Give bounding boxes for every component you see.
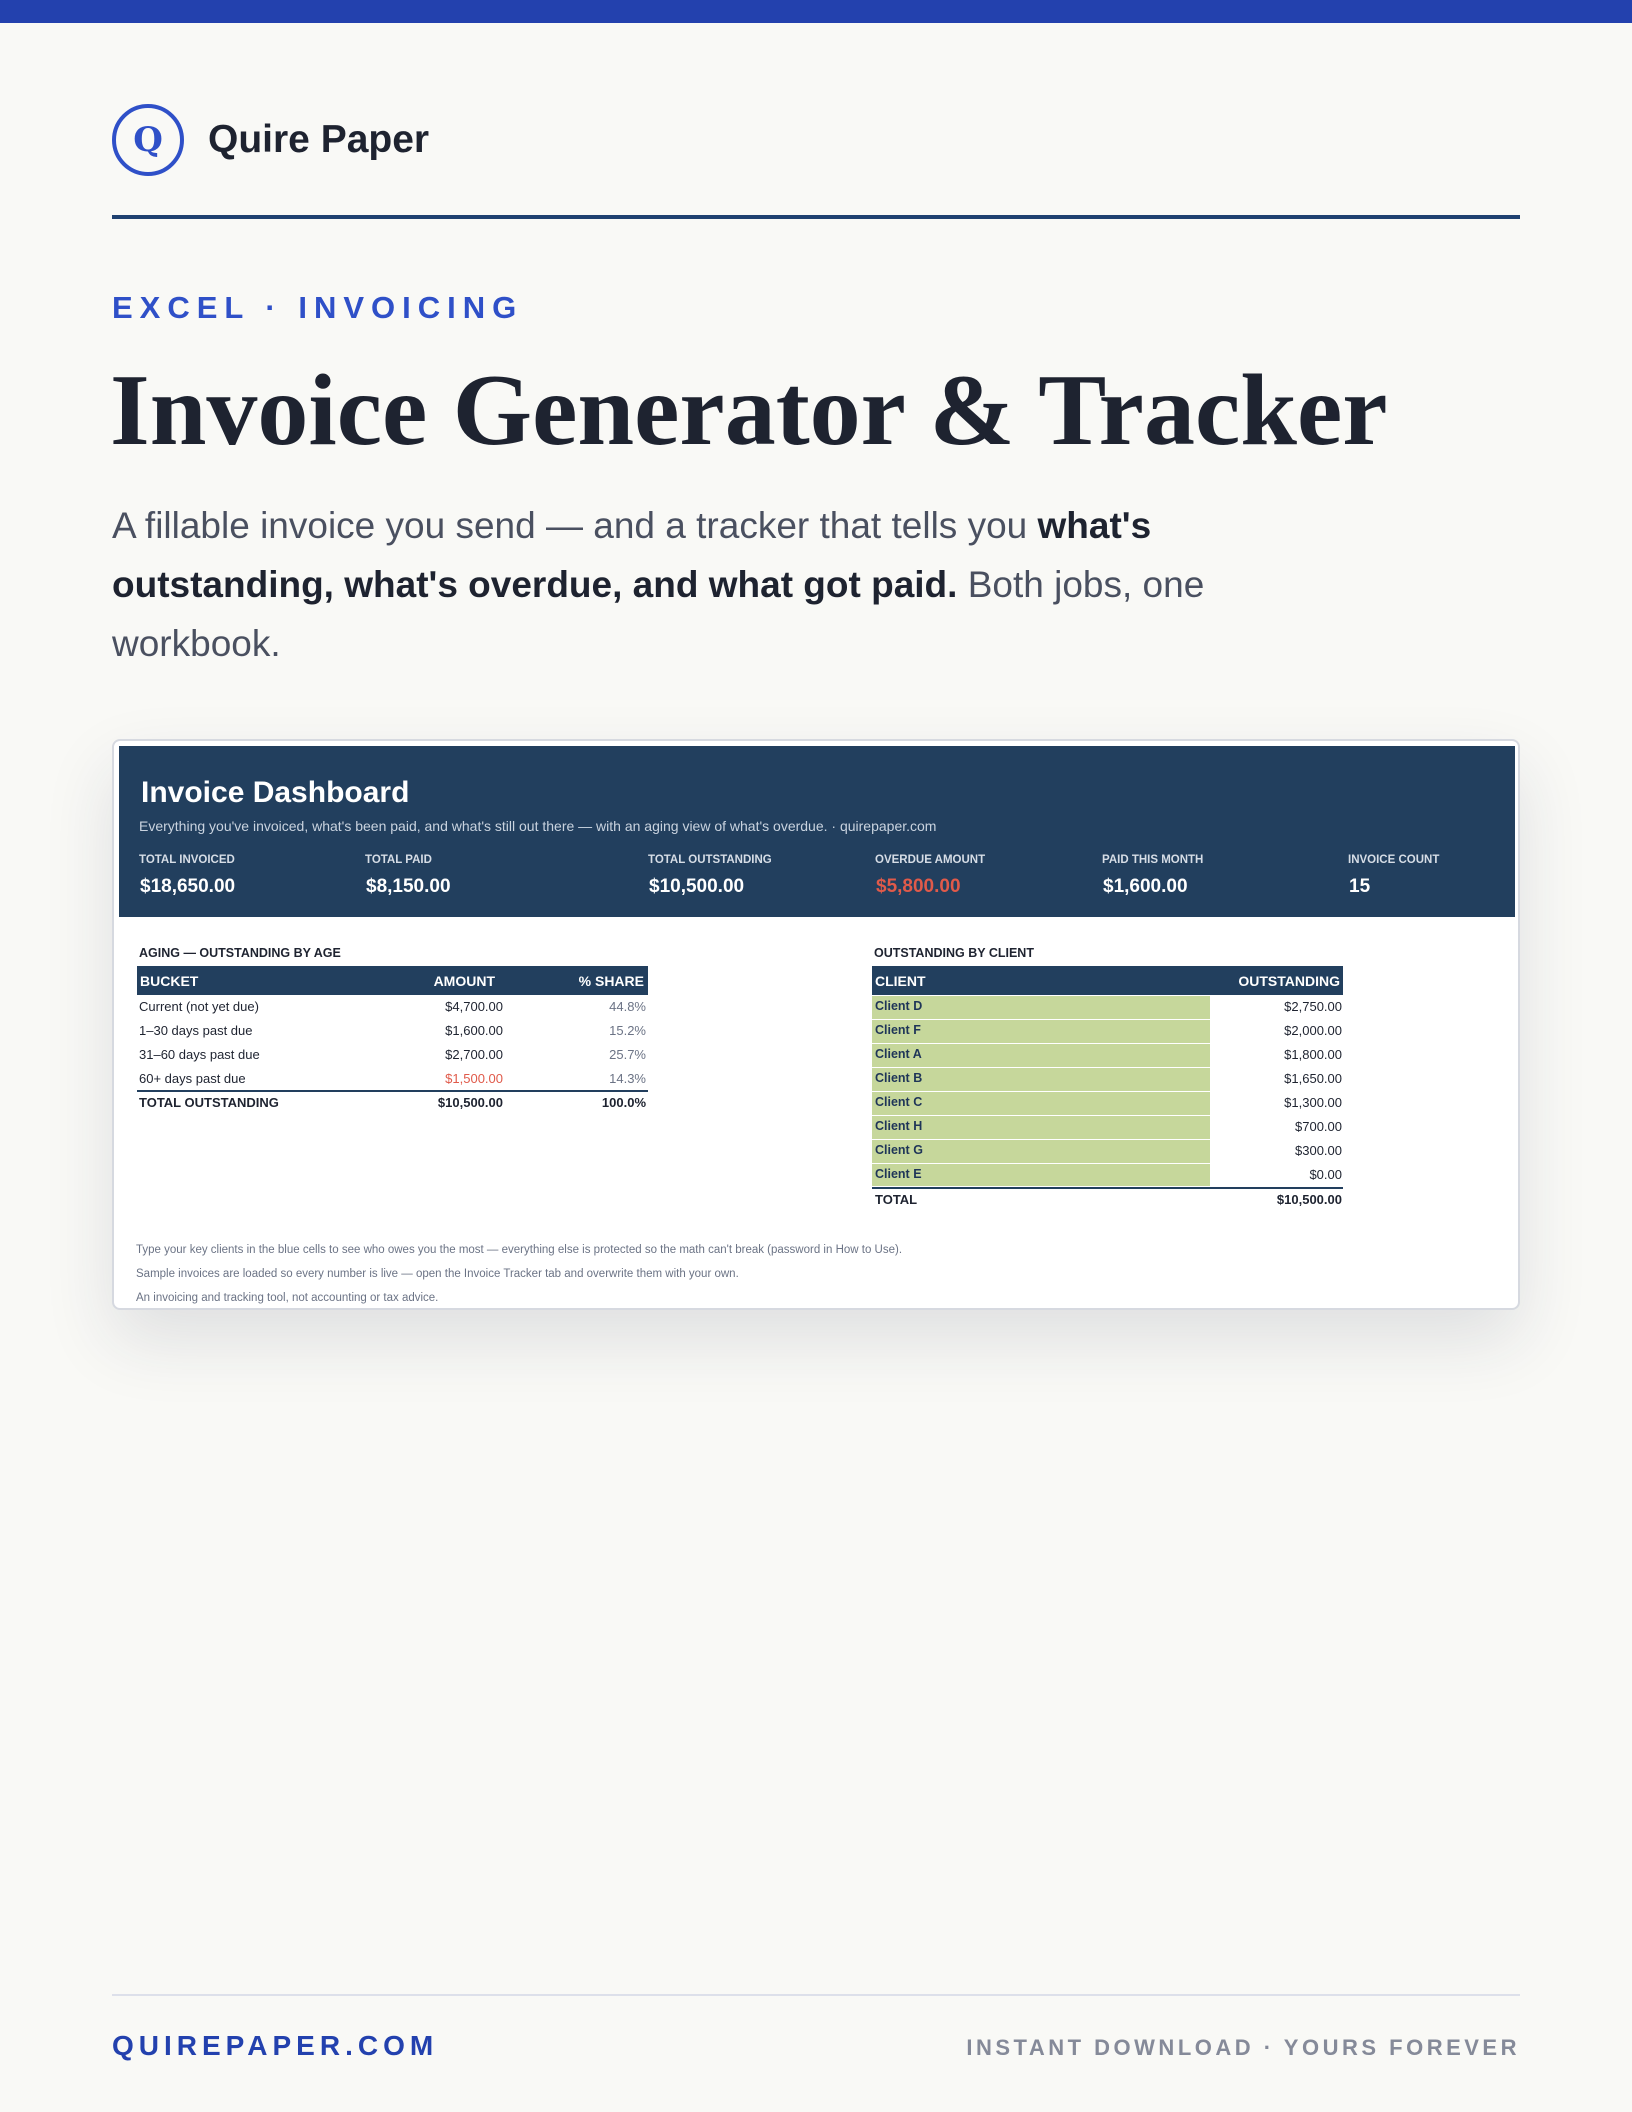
aging-col-amount: AMOUNT <box>433 973 495 989</box>
kpi-label-overdue-amount: OVERDUE AMOUNT <box>875 854 986 866</box>
aging-row-share: 15.2% <box>609 1023 646 1038</box>
aging-total-rule <box>137 1090 648 1092</box>
lede-end: Both jobs, one workbook. <box>112 564 1205 664</box>
dashboard-note: An invoicing and tracking tool, not accounting or tax advice. <box>136 1292 439 1304</box>
dashboard-title: Invoice Dashboard <box>141 776 410 809</box>
client-name: Client E <box>875 1167 922 1181</box>
client-total-label: TOTAL <box>875 1192 918 1207</box>
client-name: Client A <box>875 1047 922 1061</box>
kpi-value-total-invoiced: $18,650.00 <box>140 876 236 897</box>
aging-col-share: % SHARE <box>578 973 644 989</box>
aging-row-bucket: 60+ days past due <box>139 1071 246 1086</box>
aging-row-bucket: 1–30 days past due <box>139 1023 253 1038</box>
quire-paper-logo-icon: Q <box>112 104 184 176</box>
client-outstanding: $1,650.00 <box>1284 1071 1342 1086</box>
client-section-label: OUTSTANDING BY CLIENT <box>874 946 1034 960</box>
dashboard-header <box>119 746 1515 917</box>
client-name: Client H <box>875 1119 923 1133</box>
client-input-cell[interactable] <box>872 1164 1210 1186</box>
aging-total-label: TOTAL OUTSTANDING <box>139 1095 279 1110</box>
footer-site-link[interactable]: QUIREPAPER.COM <box>112 2030 439 2061</box>
client-input-cell[interactable] <box>872 996 1210 1019</box>
client-name: Client F <box>875 1023 921 1037</box>
aging-table-header <box>137 966 648 995</box>
client-outstanding: $2,750.00 <box>1284 999 1342 1014</box>
client-col-client: CLIENT <box>875 973 926 989</box>
top-accent-bar <box>0 0 1632 23</box>
aging-total-amount: $10,500.00 <box>437 1095 503 1110</box>
client-outstanding: $300.00 <box>1295 1143 1342 1158</box>
aging-row-amount: $1,500.00 <box>445 1071 503 1086</box>
aging-row-bucket: Current (not yet due) <box>139 999 259 1014</box>
client-input-cell[interactable] <box>872 1092 1210 1115</box>
kpi-value-paid-this-month: $1,600.00 <box>1103 876 1188 897</box>
aging-row-share: 14.3% <box>609 1071 646 1086</box>
aging-row-amount: $2,700.00 <box>445 1047 503 1062</box>
kpi-value-overdue-amount: $5,800.00 <box>876 876 961 897</box>
dashboard-note: Sample invoices are loaded so every number is live — open the Invoice Tracker tab and overwrite them with your own. <box>136 1268 739 1280</box>
client-name: Client G <box>875 1143 923 1157</box>
client-outstanding: $0.00 <box>1309 1167 1342 1182</box>
lede-emphasis: what's outstanding, what's overdue, and what got paid. <box>112 505 1152 605</box>
client-input-cell[interactable] <box>872 1116 1210 1139</box>
brand-header[interactable] <box>112 103 429 176</box>
aging-row-share: 25.7% <box>609 1047 646 1062</box>
aging-row-bucket: 31–60 days past due <box>139 1047 260 1062</box>
lede-start: A fillable invoice you send — and a tracker that tells you <box>112 505 1038 546</box>
aging-total-share: 100.0% <box>601 1095 646 1110</box>
category-eyebrow: EXCEL · INVOICING <box>112 290 524 325</box>
client-name: Client D <box>875 999 923 1013</box>
kpi-label-total-paid: TOTAL PAID <box>365 854 432 866</box>
kpi-value-total-paid: $8,150.00 <box>366 876 451 897</box>
footer-divider <box>112 1994 1520 1996</box>
aging-row-amount: $4,700.00 <box>445 999 503 1014</box>
dashboard-screenshot <box>112 739 1520 1310</box>
client-outstanding: $1,300.00 <box>1284 1095 1342 1110</box>
kpi-value-total-outstanding: $10,500.00 <box>649 876 745 897</box>
page-title: Invoice Generator & Tracker <box>110 354 1388 467</box>
client-input-cell[interactable] <box>872 1068 1210 1091</box>
client-outstanding: $1,800.00 <box>1284 1047 1342 1062</box>
brand-divider <box>112 215 1520 219</box>
client-name: Client B <box>875 1071 923 1085</box>
dashboard-note: Type your key clients in the blue cells to see who owes you the most — everything else is protected so the math can't break (password in How to Use). <box>136 1244 903 1256</box>
lede-paragraph <box>112 496 1272 673</box>
kpi-label-invoice-count: INVOICE COUNT <box>1348 854 1440 866</box>
client-total-amount: $10,500.00 <box>1276 1192 1342 1207</box>
kpi-label-total-outstanding: TOTAL OUTSTANDING <box>648 854 772 866</box>
aging-section-label: AGING — OUTSTANDING BY AGE <box>139 946 341 960</box>
client-input-cell[interactable] <box>872 1020 1210 1043</box>
aging-row-amount: $1,600.00 <box>445 1023 503 1038</box>
client-outstanding: $700.00 <box>1295 1119 1342 1134</box>
aging-row-share: 44.8% <box>609 999 646 1014</box>
dashboard-subtitle: Everything you've invoiced, what's been paid, and what's still out there — with an aging view of what's overdue. · quirepaper.com <box>139 818 937 834</box>
footer-tagline: INSTANT DOWNLOAD · YOURS FOREVER <box>966 2035 1520 2060</box>
kpi-label-total-invoiced: TOTAL INVOICED <box>139 854 235 866</box>
client-total-rule <box>872 1187 1343 1189</box>
kpi-label-paid-this-month: PAID THIS MONTH <box>1102 854 1204 866</box>
client-name: Client C <box>875 1095 923 1109</box>
aging-col-bucket: BUCKET <box>140 973 199 989</box>
client-outstanding: $2,000.00 <box>1284 1023 1342 1038</box>
client-table-header <box>872 966 1343 995</box>
client-col-outstanding: OUTSTANDING <box>1238 973 1340 989</box>
brand-name: Quire Paper <box>208 117 430 161</box>
client-input-cell[interactable] <box>872 1044 1210 1067</box>
kpi-value-invoice-count: 15 <box>1349 876 1371 897</box>
